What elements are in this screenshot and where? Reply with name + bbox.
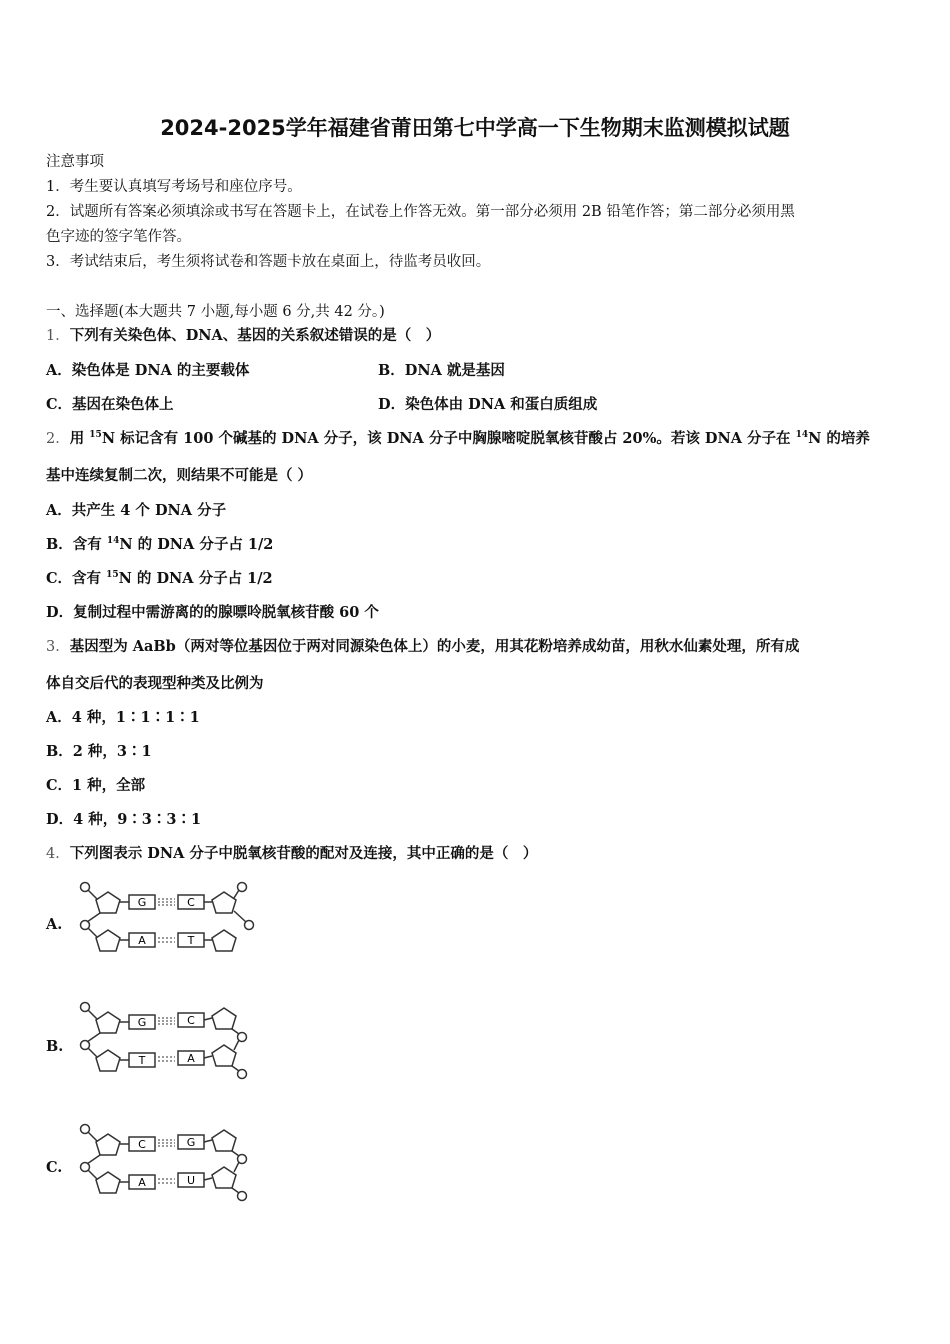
- dna-b-base-bottom-left: T: [138, 1054, 146, 1067]
- question-3-option-c[interactable]: C．1 种，全部: [46, 777, 146, 794]
- dna-b-base-bottom-right: A: [187, 1052, 195, 1065]
- question-2-number: 2．: [46, 431, 70, 447]
- question-1-option-b[interactable]: B．DNA 就是基因: [378, 362, 505, 379]
- question-1-number: 1．: [46, 328, 70, 344]
- question-3-option-b[interactable]: B．2 种，3∶1: [46, 743, 152, 760]
- notice-item-1: 1．考生要认真填写考场号和座位序号。: [46, 179, 302, 195]
- dna-diagram-c[interactable]: [74, 1122, 259, 1202]
- page-title: 2024-2025学年福建省莆田第七中学高一下生物期末监测模拟试题: [160, 116, 790, 140]
- dna-a-base-top-left: G: [137, 896, 147, 909]
- notice-heading: 注意事项: [46, 154, 104, 170]
- section-heading: 一、选择题(本大题共 7 小题,每小题 6 分,共 42 分。): [46, 304, 385, 320]
- dna-c-base-top-left: C: [138, 1138, 146, 1151]
- question-2-stem-line-1: 2．用 $^{15}$N 标记含有 100 个碱基的 DNA 分子，该 DNA 分子中胸腺嘧啶脱氧核苷酸占 20%。若该 DNA 分子在 $^{14}$N 的培养: [46, 430, 870, 447]
- question-3-option-d[interactable]: D．4 种，9∶3∶3∶1: [46, 811, 202, 828]
- dna-a-base-bottom-left: A: [138, 934, 146, 947]
- dna-c-base-bottom-left: A: [138, 1176, 146, 1189]
- question-4-option-b-label[interactable]: B.: [46, 1038, 64, 1055]
- question-4-number: 4．: [46, 846, 70, 862]
- notice-item-2-line-1: 2．试题所有答案必须填涂或书写在答题卡上，在试卷上作答无效。第一部分必须用 2B 铅笔作答；第二部分必须用黑: [46, 204, 795, 220]
- question-1-option-c[interactable]: C．基因在染色体上: [46, 396, 174, 413]
- dna-b-base-top-right: C: [187, 1014, 195, 1027]
- dna-a-base-bottom-right: T: [187, 934, 195, 947]
- question-4-option-c-label[interactable]: C.: [46, 1159, 63, 1176]
- question-4-option-a-label[interactable]: A.: [46, 916, 63, 933]
- question-2-stem-line-2: 基中连续复制二次，则结果不可能是（ ）: [46, 467, 313, 484]
- dna-c-base-bottom-right: U: [186, 1174, 196, 1187]
- question-2-option-b[interactable]: B．含有 $^{14}$N 的 DNA 分子占 1/2: [46, 536, 274, 553]
- question-2-option-a[interactable]: A．共产生 4 个 DNA 分子: [46, 502, 227, 519]
- question-1-option-a[interactable]: A．染色体是 DNA 的主要载体: [46, 362, 250, 379]
- question-3-stem-line-2: 体自交后代的表现型种类及比例为: [46, 675, 264, 692]
- dna-b-base-top-left: G: [137, 1016, 147, 1029]
- question-2-option-d[interactable]: D．复制过程中需游离的的腺嘌呤脱氧核苷酸 60 个: [46, 604, 379, 621]
- question-3-stem-line-1: 3．基因型为 AaBb（两对等位基因位于两对同源染色体上）的小麦，用其花粉培养成幼苗，用秋水仙素处理，所有成: [46, 638, 800, 655]
- notice-item-2-line-2: 色字迹的签字笔作答。: [46, 229, 191, 245]
- dna-diagram-a[interactable]: [74, 880, 259, 955]
- question-2-option-c[interactable]: C．含有 $^{15}$N 的 DNA 分子占 1/2: [46, 570, 273, 587]
- question-4-stem: 4．下列图表示 DNA 分子中脱氧核苷酸的配对及连接，其中正确的是（ ）: [46, 845, 538, 862]
- question-1-option-d[interactable]: D．染色体由 DNA 和蛋白质组成: [378, 396, 598, 413]
- question-3-number: 3．: [46, 639, 70, 655]
- dna-c-base-top-right: G: [186, 1136, 196, 1149]
- question-1-stem: 1．下列有关染色体、DNA、基因的关系叙述错误的是（ ）: [46, 327, 441, 344]
- question-3-option-a[interactable]: A．4 种，1∶1∶1∶1: [46, 709, 200, 726]
- dna-a-base-top-right: C: [187, 896, 195, 909]
- dna-diagram-b[interactable]: [74, 1000, 259, 1080]
- notice-item-3: 3．考试结束后，考生须将试卷和答题卡放在桌面上，待监考员收回。: [46, 254, 491, 270]
